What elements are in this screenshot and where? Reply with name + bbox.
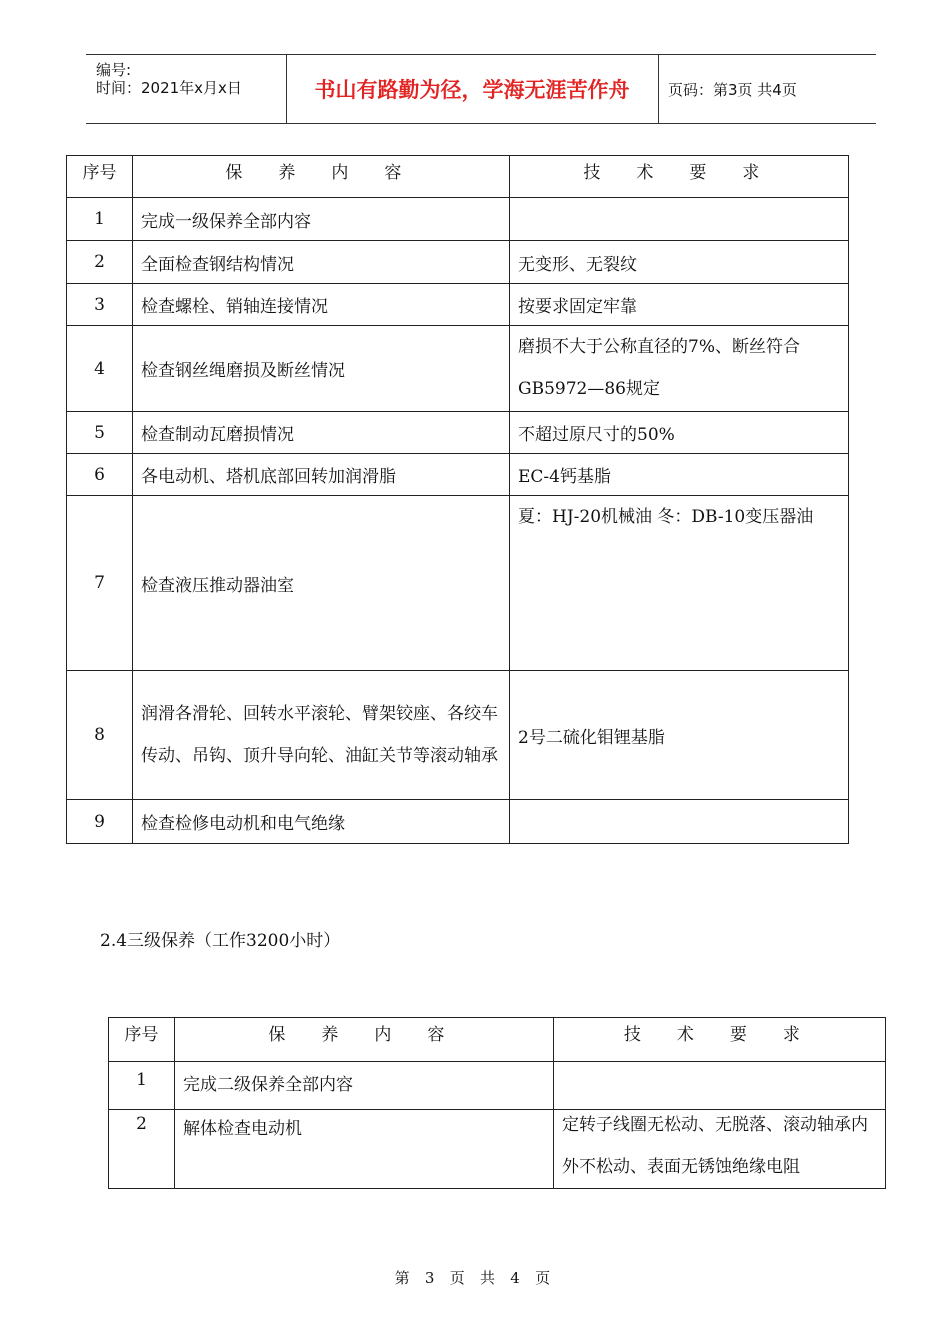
header-no: 序号 xyxy=(67,156,133,198)
row-requirement: 无变形、无裂纹 xyxy=(510,241,849,284)
row-no: 3 xyxy=(67,284,133,326)
section-title: 2.4三级保养（工作3200小时） xyxy=(100,931,341,951)
row-content: 检查液压推动器油室 xyxy=(133,496,510,671)
row-no: 2 xyxy=(109,1110,175,1189)
row-content: 润滑各滑轮、回转水平滚轮、臂架铰座、各绞车传动、吊钩、顶升导向轮、油缸关节等滚动轴承 xyxy=(141,704,498,766)
row-content: 检查螺栓、销轴连接情况 xyxy=(133,284,510,326)
row-requirement: 磨损不大于公称直径的7%、断丝符合GB5972—86规定 xyxy=(518,337,800,399)
row-no: 6 xyxy=(67,454,133,496)
row-no: 5 xyxy=(67,412,133,454)
header-meta xyxy=(86,55,287,123)
row-no: 8 xyxy=(67,671,133,800)
maintenance-table-level2 xyxy=(66,155,849,844)
header-content: 保 养 内 容 xyxy=(175,1018,554,1062)
row-no: 1 xyxy=(109,1062,175,1110)
maintenance-table-level3 xyxy=(108,1017,886,1189)
row-content: 完成一级保养全部内容 xyxy=(133,198,510,241)
row-requirement: 定转子线圈无松动、无脱落、滚动轴承内外不松动、表面无锈蚀绝缘电阻 xyxy=(562,1115,868,1177)
row-requirement: 按要求固定牢靠 xyxy=(510,284,849,326)
row-content: 检查制动瓦磨损情况 xyxy=(133,412,510,454)
table-row xyxy=(109,1062,886,1110)
header-motto: 书山有路勤为径，学海无涯苦作舟 xyxy=(286,55,659,123)
row-requirement: 夏：HJ-20机械油 冬：DB-10变压器油 xyxy=(518,507,814,527)
page-header xyxy=(86,54,876,124)
row-content: 各电动机、塔机底部回转加润滑脂 xyxy=(133,454,510,496)
row-requirement: 2号二硫化钼锂基脂 xyxy=(510,671,849,800)
row-no: 9 xyxy=(67,800,133,844)
row-requirement-cell xyxy=(510,326,849,412)
row-requirement xyxy=(510,800,849,844)
table-row xyxy=(67,496,849,671)
row-requirement xyxy=(554,1062,886,1110)
table-row xyxy=(67,671,849,800)
header-page-info: 页码：第3页 共4页 xyxy=(668,80,797,99)
table-header-row xyxy=(67,156,849,198)
table-row xyxy=(109,1110,886,1189)
header-content: 保 养 内 容 xyxy=(133,156,510,198)
header-requirement: 技 术 要 求 xyxy=(510,156,849,198)
header-requirement: 技 术 要 求 xyxy=(554,1018,886,1062)
table-row xyxy=(67,800,849,844)
table-row xyxy=(67,412,849,454)
row-content: 检查钢丝绳磨损及断丝情况 xyxy=(133,326,510,412)
table-row xyxy=(67,284,849,326)
table-row xyxy=(67,454,849,496)
row-requirement: 不超过原尺寸的50% xyxy=(510,412,849,454)
row-requirement-cell xyxy=(554,1110,886,1189)
row-content: 全面检查钢结构情况 xyxy=(133,241,510,284)
row-content: 解体检查电动机 xyxy=(175,1110,554,1189)
table-row xyxy=(67,326,849,412)
row-no: 4 xyxy=(67,326,133,412)
row-requirement-cell xyxy=(510,496,849,671)
row-requirement: EC-4钙基脂 xyxy=(510,454,849,496)
row-no: 7 xyxy=(67,496,133,671)
page-footer: 第 3 页 共 4 页 xyxy=(394,1269,556,1287)
table-row xyxy=(67,198,849,241)
time-label: 时间：2021年x月x日 xyxy=(96,79,242,97)
row-content: 完成二级保养全部内容 xyxy=(175,1062,554,1110)
row-requirement xyxy=(510,198,849,241)
table-header-row xyxy=(109,1018,886,1062)
row-no: 1 xyxy=(67,198,133,241)
header-no: 序号 xyxy=(109,1018,175,1062)
row-no: 2 xyxy=(67,241,133,284)
row-content: 检查检修电动机和电气绝缘 xyxy=(133,800,510,844)
serial-label: 编号: xyxy=(96,61,132,79)
row-content-cell xyxy=(133,671,510,800)
table-row xyxy=(67,241,849,284)
